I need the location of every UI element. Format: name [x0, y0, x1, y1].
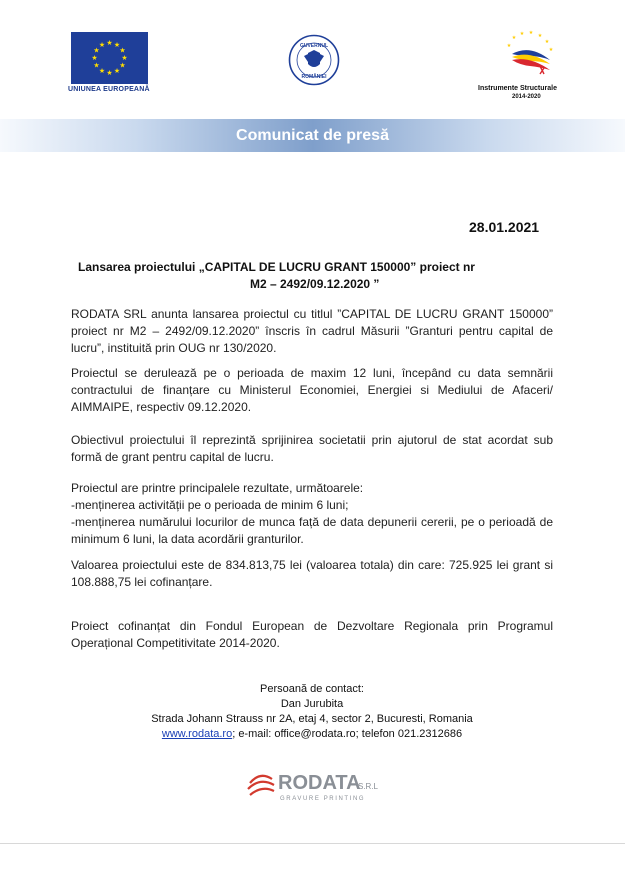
romanian-government-seal-icon: [288, 34, 340, 86]
banner-title: Comunicat de presă: [236, 127, 389, 144]
svg-text:S.R.L: S.R.L: [358, 782, 379, 791]
structural-instruments-logo-icon: [500, 30, 556, 80]
svg-text:★: ★: [528, 30, 534, 36]
paragraph-results: [71, 480, 553, 548]
press-release-banner: [0, 119, 625, 152]
contact-label: Persoană de contact:: [260, 683, 364, 695]
results-item: -menținerea numărului locurilor de munca față de data depunerii cererii, pe o perioadă de minimum 6 luni, la data acordării granturilor.: [71, 515, 553, 546]
paragraph-duration: Proiectul se derulează pe o perioada de maxim 12 luni, începând cu data semnării contractului de finanțare cu Ministerul Economiei, Energiei si Mediului de Afaceri/ AIMMAIPE, respectiv 09.12.2020.: [71, 366, 553, 414]
results-intro: Proiectul are printre principalele rezultate, următoarele:: [71, 481, 364, 495]
structural-instruments-years: 2014-2020: [512, 94, 541, 100]
svg-text:★: ★: [98, 67, 106, 75]
svg-text:★: ★: [519, 31, 525, 37]
eu-caption: UNIUNEA EUROPEANĂ: [68, 86, 150, 93]
paragraph-launch: RODATA SRL anunta lansarea proiectul cu titlul ”CAPITAL DE LUCRU GRANT 150000” proiect nr M2 – 2492/09.12.2020” înscris în cadrul Măsurii ”Granturi pentru capital de lucru”, instituită prin OUG nr 130/2020.: [71, 307, 553, 355]
contact-address: Strada Johann Strauss nr 2A, etaj 4, sector 2, Bucuresti, Romania: [151, 713, 473, 725]
contact-email-phone: ; e-mail: office@rodata.ro; telefon 021.2312686: [232, 728, 463, 740]
structural-instruments-title: Instrumente Structurale: [478, 85, 557, 92]
results-item: -menținerea activității pe o perioada de minim 6 luni;: [71, 498, 349, 512]
svg-text:★: ★: [121, 54, 128, 62]
svg-text:★: ★: [91, 54, 98, 62]
svg-text:★: ★: [93, 61, 100, 70]
svg-text:★: ★: [544, 39, 550, 45]
svg-text:★: ★: [119, 46, 126, 55]
paragraph-cofinance: Proiect cofinanțat din Fondul European de Dezvoltare Regionala prin Programul Operațional Competitivitate 2014-2020.: [71, 619, 553, 650]
svg-text:★: ★: [113, 67, 121, 75]
contact-name: Dan Jurubita: [280, 698, 344, 710]
svg-text:GUVERNUL: GUVERNUL: [299, 43, 329, 49]
svg-text:★: ★: [537, 33, 543, 39]
contact-details: [71, 727, 553, 742]
svg-text:★: ★: [106, 69, 113, 77]
svg-text:GRAVURE PRINTING: GRAVURE PRINTING: [280, 796, 366, 802]
svg-text:★: ★: [93, 46, 100, 55]
svg-text:★: ★: [119, 61, 126, 70]
svg-text:ROMÂNIEI: ROMÂNIEI: [301, 74, 327, 80]
svg-text:★: ★: [506, 43, 512, 49]
svg-text:★: ★: [98, 41, 106, 49]
contact-block: [71, 682, 553, 742]
release-date: 28.01.2021: [469, 219, 540, 235]
logo-strip: [0, 30, 625, 110]
paragraph-objective: Obiectivul proiectului îl reprezintă sprijinirea societatii prin ajutorul de stat acordat sub formă de grant pentru capital de lucru.: [71, 433, 553, 464]
heading-line-2: M2 – 2492/09.12.2020 ”: [250, 277, 380, 291]
svg-text:★: ★: [511, 35, 517, 41]
paragraph-value: Valoarea proiectului este de 834.813,75 lei (valoarea totala) din care: 725.925 lei grant si 108.888,75 lei cofinanțare.: [71, 558, 553, 589]
svg-text:★: ★: [113, 41, 121, 49]
heading-line-1: Lansarea proiectului „CAPITAL DE LUCRU GRANT 150000” proiect nr: [78, 260, 475, 274]
rodata-logo-icon: [246, 767, 386, 803]
footer-divider: [0, 843, 625, 844]
website-link[interactable]: www.rodata.ro: [161, 728, 233, 740]
eu-flag-icon: [71, 32, 148, 84]
svg-text:RODATA: RODATA: [278, 772, 361, 794]
svg-text:★: ★: [548, 47, 554, 53]
svg-text:★: ★: [106, 39, 113, 47]
project-heading: [78, 259, 548, 293]
